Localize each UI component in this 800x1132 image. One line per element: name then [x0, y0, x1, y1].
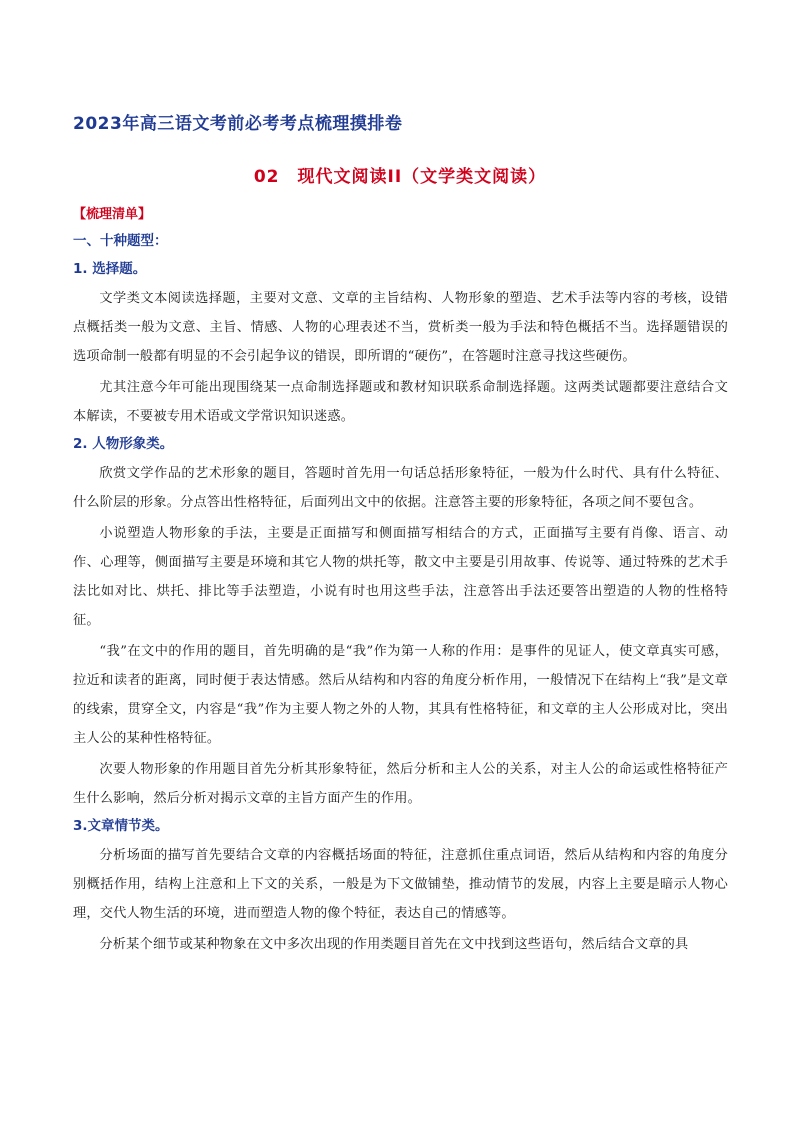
- paragraph: “我”在文中的作用的题目，首先明确的是“我”作为第一人称的作用：是事件的见证人，使文章真实可感，拉近和读者的距离，同时便于表达情感。然后从结构和内容的角度分析作用，一般情况下在结构上“我”是文章的线索，贯穿全文，内容是“我”作为主要人物之外的人物，其具有性格特征，和文章的主人公形成对比，突出主人公的某种性格特征。: [73, 644, 728, 746]
- paragraph: 小说塑造人物形象的手法，主要是正面描写和侧面描写相结合的方式，正面描写主要有肖像、语言、动作、心理等，侧面描写主要是环境和其它人物的烘托等，散文中主要是引用故事、传说等、通过特殊的艺术手法比如对比、烘托、排比等手法塑造，小说有时也用这些手法，注意答出手法还要答出塑造的人物的性格特征。: [73, 526, 728, 628]
- subtitle-number: 02: [253, 167, 280, 187]
- paragraph: 尤其注意今年可能出现围绕某一点命制选择题或和教材知识联系命制选择题。这两类试题都要注意结合文本解读，不要被专用术语或文学常识知识迷惑。: [73, 380, 728, 424]
- section-heading: 一、十种题型：: [73, 233, 168, 249]
- section-item-plot: [73, 815, 728, 959]
- paragraph: 次要人物形象的作用题目首先分析其形象特征，然后分析和主人公的关系，对主人公的命运或性格特征产生什么影响，然后分析对揭示文章的主旨方面产生的作用。: [73, 762, 728, 806]
- paragraph: 分析某个细节或某种物象在文中多次出现的作用类题目首先在文中找到这些语句，然后结合文章的具: [99, 937, 689, 952]
- paragraph: 欣赏文学作品的艺术形象的题目，答题时首先用一句话总括形象特征，一般为什么时代、具有什么特征、什么阶层的形象。分点答出性格特征，后面列出文中的依据。注意答主要的形象特征，各项之间不要包含。: [73, 466, 728, 510]
- document-title: 2023年高三语文考前必考考点梳理摸排卷: [73, 114, 403, 134]
- item-heading: 3.文章情节类。: [73, 818, 169, 834]
- subtitle-text: 现代文阅读II（文学类文阅读）: [297, 167, 547, 187]
- document-body: [73, 204, 728, 961]
- outline-tag: 【梳理清单】: [73, 207, 152, 222]
- section-item-character-image: [73, 433, 728, 813]
- paragraph: 分析场面的描写首先要结合文章的内容概括场面的特征，注意抓住重点词语，然后从结构和内容的角度分别概括作用，结构上注意和上下文的关系，一般是为下文做铺垫，推动情节的发展，内容上主要是暗示人物心理，交代人物生活的环境，进而塑造人物的像个特征，表达自己的情感等。: [73, 848, 728, 921]
- section-item-multiple-choice: [73, 258, 728, 431]
- item-heading: 2. 人物形象类。: [73, 436, 174, 452]
- document-subtitle: [0, 162, 800, 187]
- item-heading: 1. 选择题。: [73, 261, 147, 277]
- paragraph: 文学类文本阅读选择题，主要对文意、文章的主旨结构、人物形象的塑造、艺术手法等内容的考核，设错点概括类一般为文意、主旨、情感、人物的心理表述不当，赏析类一般为手法和特色概括不当。选择题错误的选项命制一般都有明显的不会引起争议的错误，即所谓的“硬伤”，在答题时注意寻找这些硬伤。: [73, 291, 728, 364]
